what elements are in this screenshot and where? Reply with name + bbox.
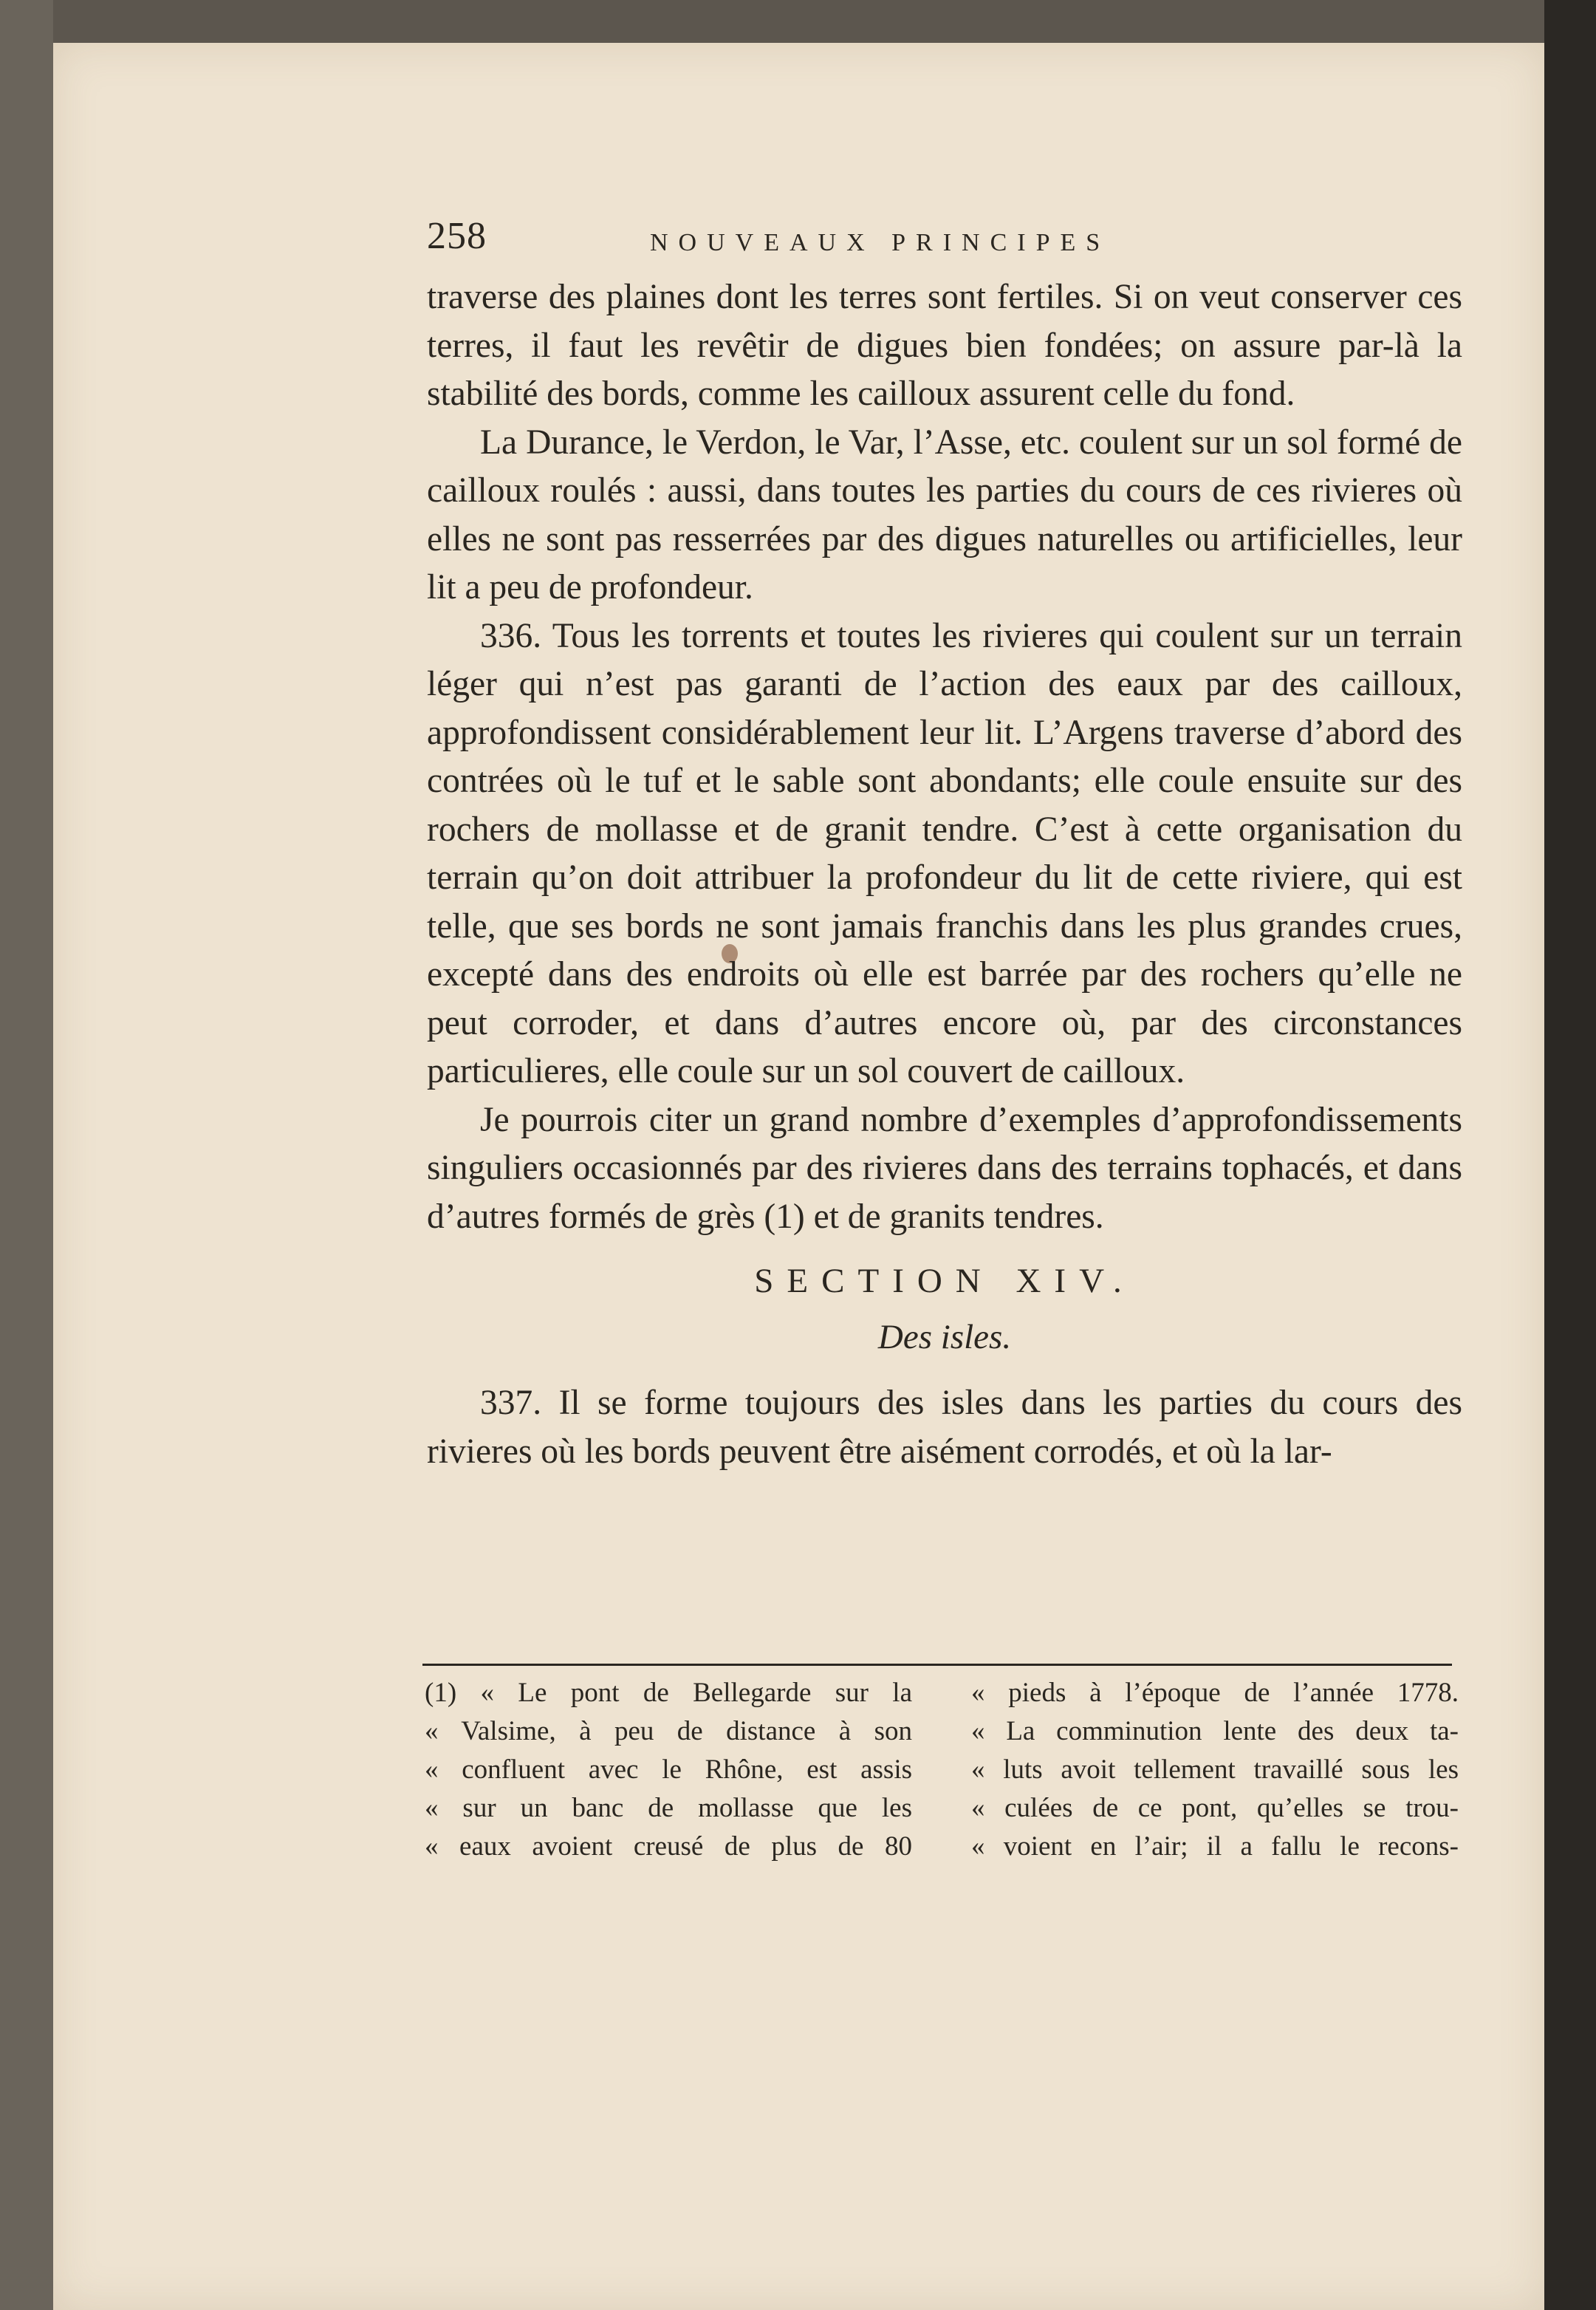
section-subtitle: Des isles. bbox=[877, 1317, 1012, 1356]
paragraph-336: 336. Tous les torrents et toutes les rivieres qui coulent sur un terrain léger qui n’est pas garanti de l’action des eaux par des cailloux, approfondissent considérablement leur lit. L’Argens traverse d’abord des contrées où le tuf et le sable sont abondants; elle coule ensuite sur des rochers de mollasse et de granit tendre. C’est à cette organisation du terrain qu’on doit attribuer la profondeur du lit de cette riviere, qui est telle, que ses bords ne sont jamais franchis dans les plus grandes crues, excepté dans des endroits où elle est barrée par des rochers qu’elle ne peut corroder, et dans d’autres encore où, par des circonstances particulieres, elle coule sur un sol couvert de cailloux. bbox=[427, 616, 1462, 1090]
footnote-line: « confluent avec le Rhône, est assis bbox=[425, 1754, 912, 1785]
footnote-rule bbox=[422, 1664, 1452, 1666]
footnote-line: « Valsime, à peu de distance à son bbox=[425, 1716, 912, 1746]
footnote-line: « luts avoit tellement travaillé sous les bbox=[971, 1754, 1459, 1785]
footnote-left-column bbox=[425, 1674, 912, 1866]
footnote-line: « sur un banc de mollasse que les bbox=[425, 1793, 912, 1823]
footnote-line: (1) « Le pont de Bellegarde sur la bbox=[425, 1678, 912, 1708]
page-number: 258 bbox=[427, 215, 487, 257]
footnote-line: « eaux avoient creusé de plus de 80 bbox=[425, 1831, 912, 1862]
footnote-line: « pieds à l’époque de l’année 1778. bbox=[971, 1678, 1459, 1708]
footnote-line: « voient en l’air; il a fallu le recons- bbox=[971, 1831, 1459, 1862]
footnote-right-column bbox=[971, 1674, 1459, 1866]
scan-background-left bbox=[0, 0, 53, 2310]
body-text bbox=[427, 273, 1462, 1476]
paragraph-337: 337. Il se forme toujours des isles dans les parties du cours des rivieres où les bords peuvent être aisément corrodés, et où la lar- bbox=[427, 1384, 1462, 1471]
scan-background-right bbox=[1544, 0, 1596, 2310]
footnote-line: « culées de ce pont, qu’elles se trou- bbox=[971, 1793, 1459, 1823]
footnote-line: « La comminution lente des deux ta- bbox=[971, 1716, 1459, 1746]
paragraph-continuation: traverse des plaines dont les terres sont fertiles. Si on veut conserver ces terres, il faut les revêtir de digues bien fondées; on assure par-là la stabilité des bords, comme les cailloux assurent celle du fond. bbox=[427, 278, 1462, 413]
paragraph-examples: Je pourrois citer un grand nombre d’exemples d’approfondissements singuliers occasionnés par des rivieres dans des terrains tophacés, et dans d’autres formés de grès (1) et de granits tendres. bbox=[427, 1100, 1462, 1236]
footnote bbox=[425, 1674, 1459, 1866]
running-title: NOUVEAUX PRINCIPES bbox=[650, 229, 1111, 256]
scan-background-top bbox=[0, 0, 1596, 43]
section-heading: SECTION XIV. bbox=[754, 1262, 1135, 1300]
paragraph-durance: La Durance, le Verdon, le Var, l’Asse, etc. coulent sur un sol formé de cailloux roulés : aussi, dans toutes les parties du cours de ces rivieres où elles ne sont pas resserrées par des digues naturelles ou artificielles, leur lit a peu de profondeur. bbox=[427, 423, 1462, 606]
